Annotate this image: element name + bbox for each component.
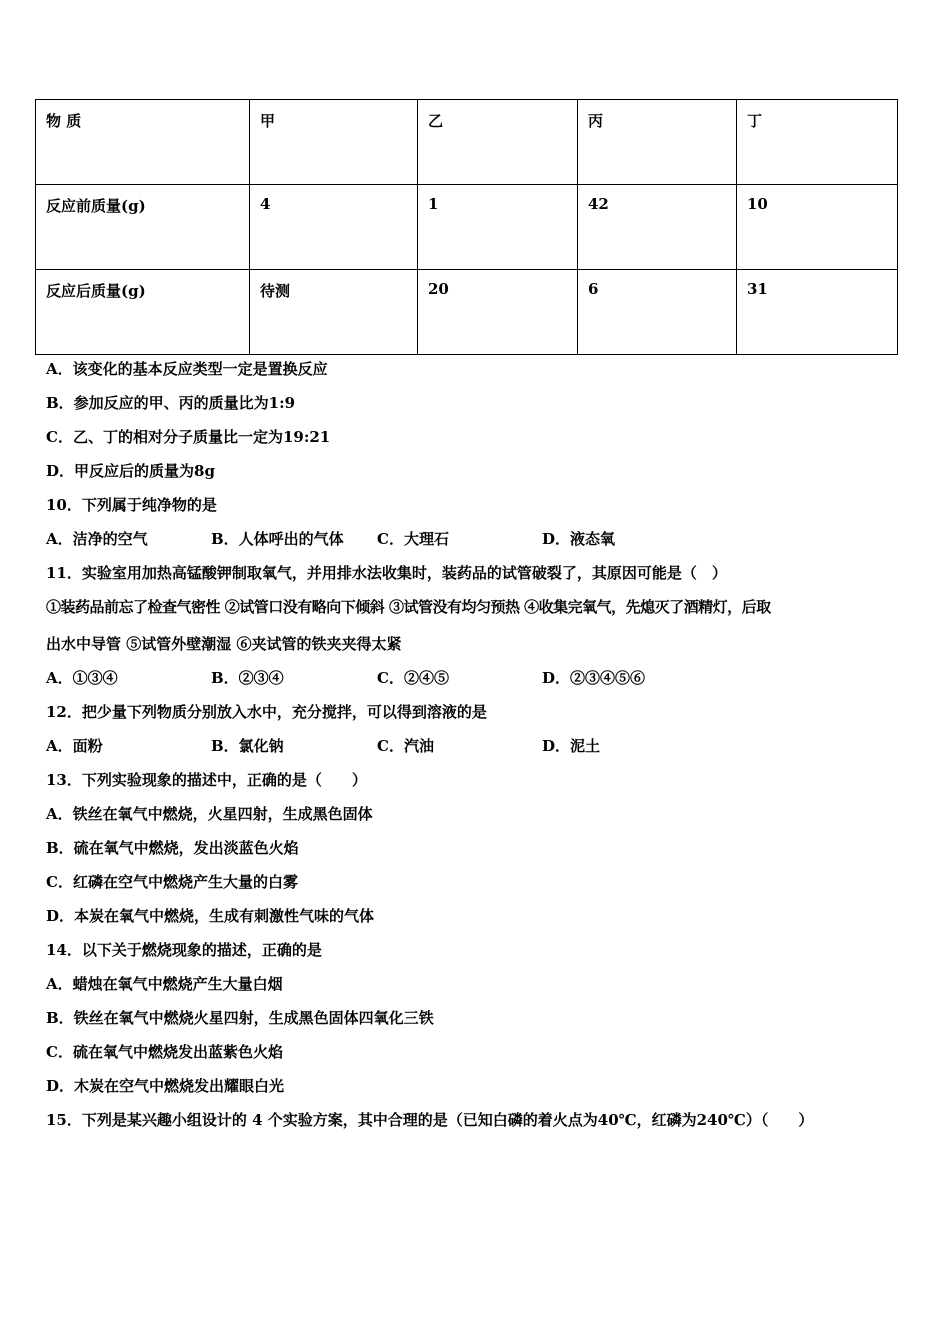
q10-stem: 10．下列属于纯净物的是 — [46, 496, 217, 514]
table-cell: 反应后质量(g) — [36, 270, 250, 355]
q12-option-c: C．汽油 — [377, 737, 434, 755]
q12-stem: 12．把少量下列物质分别放入水中，充分搅拌，可以得到溶液的是 — [46, 703, 487, 721]
table-row — [36, 270, 898, 355]
q11-option-d: D．②③④⑤⑥ — [542, 669, 646, 687]
q10-option-a: A．洁净的空气 — [46, 530, 148, 548]
q11-option-b: B．②③④ — [211, 669, 284, 687]
q10-option-c: C．大理石 — [377, 530, 449, 548]
table-cell: 42 — [578, 185, 737, 270]
table-cell: 丙 — [578, 100, 737, 185]
q13-stem: 13．下列实验现象的描述中，正确的是（ ） — [46, 771, 367, 789]
table-cell: 4 — [250, 185, 418, 270]
q10-options — [46, 528, 896, 550]
q14-option-b: B．铁丝在氧气中燃烧火星四射，生成黑色固体四氧化三铁 — [46, 1009, 434, 1027]
q9-option-d: D．甲反应后的质量为8g — [46, 462, 215, 480]
q11-choices-line1: ①装药品前忘了检查气密性 ②试管口没有略向下倾斜 ③试管没有均匀预热 ④收集完氧气，先熄灭了酒精灯，后取 — [46, 598, 771, 616]
q13-option-d: D．本炭在氧气中燃烧，生成有刺激性气味的气体 — [46, 907, 375, 925]
q9-option-c: C．乙、丁的相对分子质量比一定为19:21 — [46, 428, 331, 446]
q10-option-d: D．液态氧 — [542, 530, 616, 548]
table-cell: 物 质 — [36, 100, 250, 185]
q13-option-c: C．红磷在空气中燃烧产生大量的白雾 — [46, 873, 298, 891]
q11-option-c: C．②④⑤ — [377, 669, 449, 687]
mass-table — [35, 99, 898, 355]
q11-stem: 11．实验室用加热高锰酸钾制取氧气，并用排水法收集时，装药品的试管破裂了，其原因可能是（ ） — [46, 564, 727, 582]
q14-option-c: C．硫在氧气中燃烧发出蓝紫色火焰 — [46, 1043, 283, 1061]
q9-option-a: A．该变化的基本反应类型一定是置换反应 — [46, 360, 328, 378]
table-cell: 反应前质量(g) — [36, 185, 250, 270]
q11-option-a: A．①③④ — [46, 669, 118, 687]
table-cell: 10 — [737, 185, 898, 270]
q12-option-a: A．面粉 — [46, 737, 103, 755]
q9-option-b: B．参加反应的甲、丙的质量比为1:9 — [46, 394, 296, 412]
q13-option-b: B．硫在氧气中燃烧，发出淡蓝色火焰 — [46, 839, 299, 857]
table-cell: 待测 — [250, 270, 418, 355]
q12-option-b: B．氯化钠 — [211, 737, 284, 755]
q15-stem: 15．下列是某兴趣小组设计的 4 个实验方案，其中合理的是（已知白磷的着火点为40℃，红磷为240℃）（ ） — [46, 1111, 814, 1129]
table-cell: 6 — [578, 270, 737, 355]
table-row — [36, 185, 898, 270]
q12-options — [46, 735, 896, 757]
table-cell: 31 — [737, 270, 898, 355]
table-cell: 丁 — [737, 100, 898, 185]
q11-choices-line2: 出水中导管 ⑤试管外壁潮湿 ⑥夹试管的铁夹夹得太紧 — [46, 635, 402, 653]
q14-option-a: A．蜡烛在氧气中燃烧产生大量白烟 — [46, 975, 283, 993]
q12-option-d: D．泥土 — [542, 737, 601, 755]
q13-option-a: A．铁丝在氧气中燃烧，火星四射，生成黑色固体 — [46, 805, 373, 823]
table-cell: 乙 — [418, 100, 578, 185]
table-cell: 20 — [418, 270, 578, 355]
q14-option-d: D．木炭在空气中燃烧发出耀眼白光 — [46, 1077, 285, 1095]
table-header-row — [36, 100, 898, 185]
table-cell: 1 — [418, 185, 578, 270]
table-cell: 甲 — [250, 100, 418, 185]
q11-options — [46, 667, 896, 689]
q10-option-b: B．人体呼出的气体 — [211, 530, 344, 548]
q14-stem: 14．以下关于燃烧现象的描述，正确的是 — [46, 941, 322, 959]
